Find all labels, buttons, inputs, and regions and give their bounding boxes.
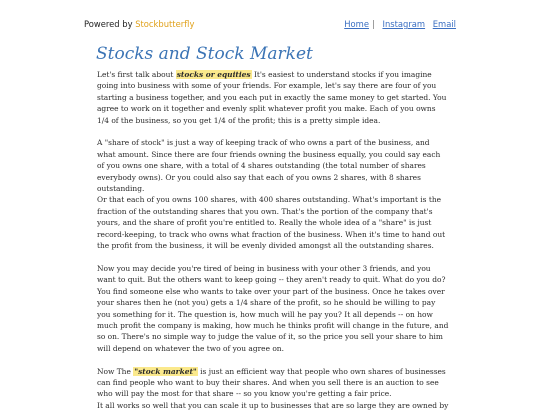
highlight-stocks-equities: stocks or equities [176,70,251,79]
paragraph-stock-market [97,366,449,400]
top-bar [84,19,456,33]
paragraph-text: Let's first talk about [97,70,176,79]
paragraph-intro [97,69,449,126]
nav-separator: | [371,19,375,29]
paragraph-text: Now The [97,366,134,376]
nav-instagram-link[interactable]: Instagram [382,19,426,29]
nav-email-link[interactable]: Email [432,19,456,29]
powered-by [84,19,194,29]
article-body [97,69,449,411]
brand-link[interactable]: Stockbutterfly [135,19,195,29]
paragraph-text: is just an efficient way that people who own shares of businesses can find people who want to buy their shares. And when you sell there is an auction to see who will pay the most for that share -- so you know you're getting a fair price. [97,366,446,399]
paragraph-share-definition: A "share of stock" is just a way of keeping track of who owns a part of the business, and what amount. Since there are four friends owning the business equally, you could say each of you owns one share, with a total of 4 shares outstanding (the total number of shares everybody owns). Or you could also say that each of you owns 2 shares, with 8 shares outstanding. [97,138,441,194]
powered-by-prefix: Powered by [84,19,136,29]
paragraph-selling: Now you may decide you're tired of being in business with your other 3 friends, and you want to quit. But the others want to keep going -- they aren't ready to quit. What do you do? You find someone else who wants to take over your part of the business. Once he takes over your shares then he (not you) gets a 1/4 share of the profit, so he should be willing to pay you something for it. The question is, how much will he pay you? It all depends -- on how much profit the company is making, how much he thinks profit will change in the future, and so on. There's no simple way to judge the value of it, so the price you sell your share to him will depend on whatever the two of you agree on. [97,263,449,353]
paragraph-scale: It all works so well that you can scale it up to businesses that are so large they are owned by [97,400,449,410]
nav-home-link[interactable]: Home [344,19,369,29]
page-title: Stocks and Stock Market [96,44,313,64]
top-nav [339,19,456,29]
highlight-stock-market: "stock market" [134,366,197,376]
paragraph-fraction: Or that each of you owns 100 shares, with 400 shares outstanding. What's important is the fraction of the outstanding shares that you own. That's the portion of the company that's yours, and the share of profit you're entitled to. Really the whole idea of a "share" is just record-keeping, to track who owns what fraction of the business. When it's time to hand out the profit from the business, it will be evenly divided amongst all the outstanding shares. [97,195,446,251]
paragraph-text: It's easiest to understand stocks if you imagine going into business with some of your friends. For example, let's say there are four of you starting a business together, and you each put in exactly the same money to get started. You agree to work on it together and evenly split whatever profit you make. Each of you owns 1/4 of the business, so you get 1/4 of the profit; this is a pretty simple idea. [97,70,447,125]
